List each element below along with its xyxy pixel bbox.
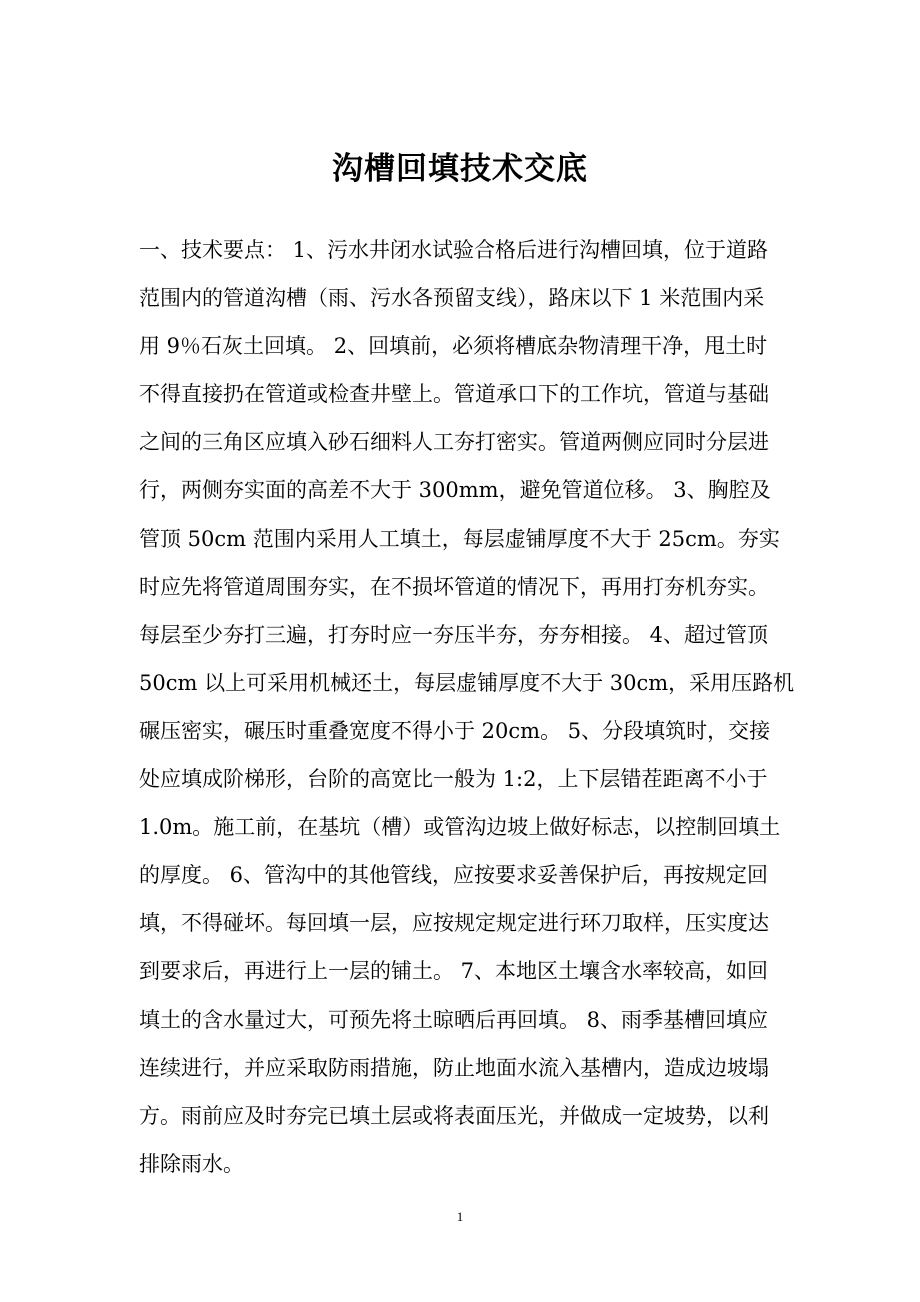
document-title: 沟槽回填技术交底 <box>332 151 588 187</box>
page-number: 1 <box>456 1209 464 1224</box>
body-line: 不得直接扔在管道或检查井壁上。管道承口下的工作坑，管道与基础 <box>139 382 769 407</box>
document-body <box>139 226 795 1188</box>
body-line: 处应填成阶梯形，台阶的高宽比一般为 1:2，上下层错茬距离不小于 <box>139 767 768 792</box>
body-line: 填，不得碰坏。每回填一层，应按规定规定进行环刀取样，压实度达 <box>139 911 769 936</box>
body-line: 每层至少夯打三遍，打夯时应一夯压半夯，夯夯相接。 4、超过管顶 <box>139 622 769 647</box>
body-line: 填土的含水量过大，可预先将土晾晒后再回填。 8、雨季基槽回填应 <box>139 1007 769 1032</box>
body-line: 时应先将管道周围夯实，在不损坏管道的情况下，再用打夯机夯实。 <box>139 574 769 599</box>
body-line: 之间的三角区应填入砂石细料人工夯打密实。管道两侧应同时分层进 <box>139 430 769 455</box>
body-line: 排除雨水。 <box>139 1151 244 1176</box>
body-line: 的厚度。 6、管沟中的其他管线，应按要求妥善保护后，再按规定回 <box>139 863 769 888</box>
body-line: 范围内的管道沟槽（雨、污水各预留支线），路床以下 1 米范围内采 <box>139 286 765 311</box>
body-line: 连续进行，并应采取防雨措施，防止地面水流入基槽内，造成边坡塌 <box>139 1055 769 1080</box>
body-line: 1.0m。施工前，在基坑（槽）或管沟边坡上做好标志，以控制回填土 <box>139 815 781 840</box>
body-line: 方。雨前应及时夯完已填土层或将表面压光，并做成一定坡势，以利 <box>139 1103 769 1128</box>
body-line: 一、技术要点： 1、污水井闭水试验合格后进行沟槽回填，位于道路 <box>139 238 769 262</box>
body-line: 用 9％石灰土回填。 2、回填前，必须将槽底杂物清理干净，甩土时 <box>139 334 768 359</box>
body-line: 碾压密实，碾压时重叠宽度不得小于 20cm。 5、分段填筑时，交接 <box>139 718 771 743</box>
body-line: 50cm 以上可采用机械还土，每层虚铺厚度不大于 30cm，采用压路机 <box>139 670 795 695</box>
body-line: 到要求后，再进行上一层的铺土。 7、本地区土壤含水率较高，如回 <box>139 959 769 984</box>
body-line: 管顶 50cm 范围内采用人工填土，每层虚铺厚度不大于 25cm。夯实 <box>139 526 780 551</box>
body-line: 行，两侧夯实面的高差不大于 300mm，避免管道位移。 3、胸腔及 <box>139 478 771 503</box>
